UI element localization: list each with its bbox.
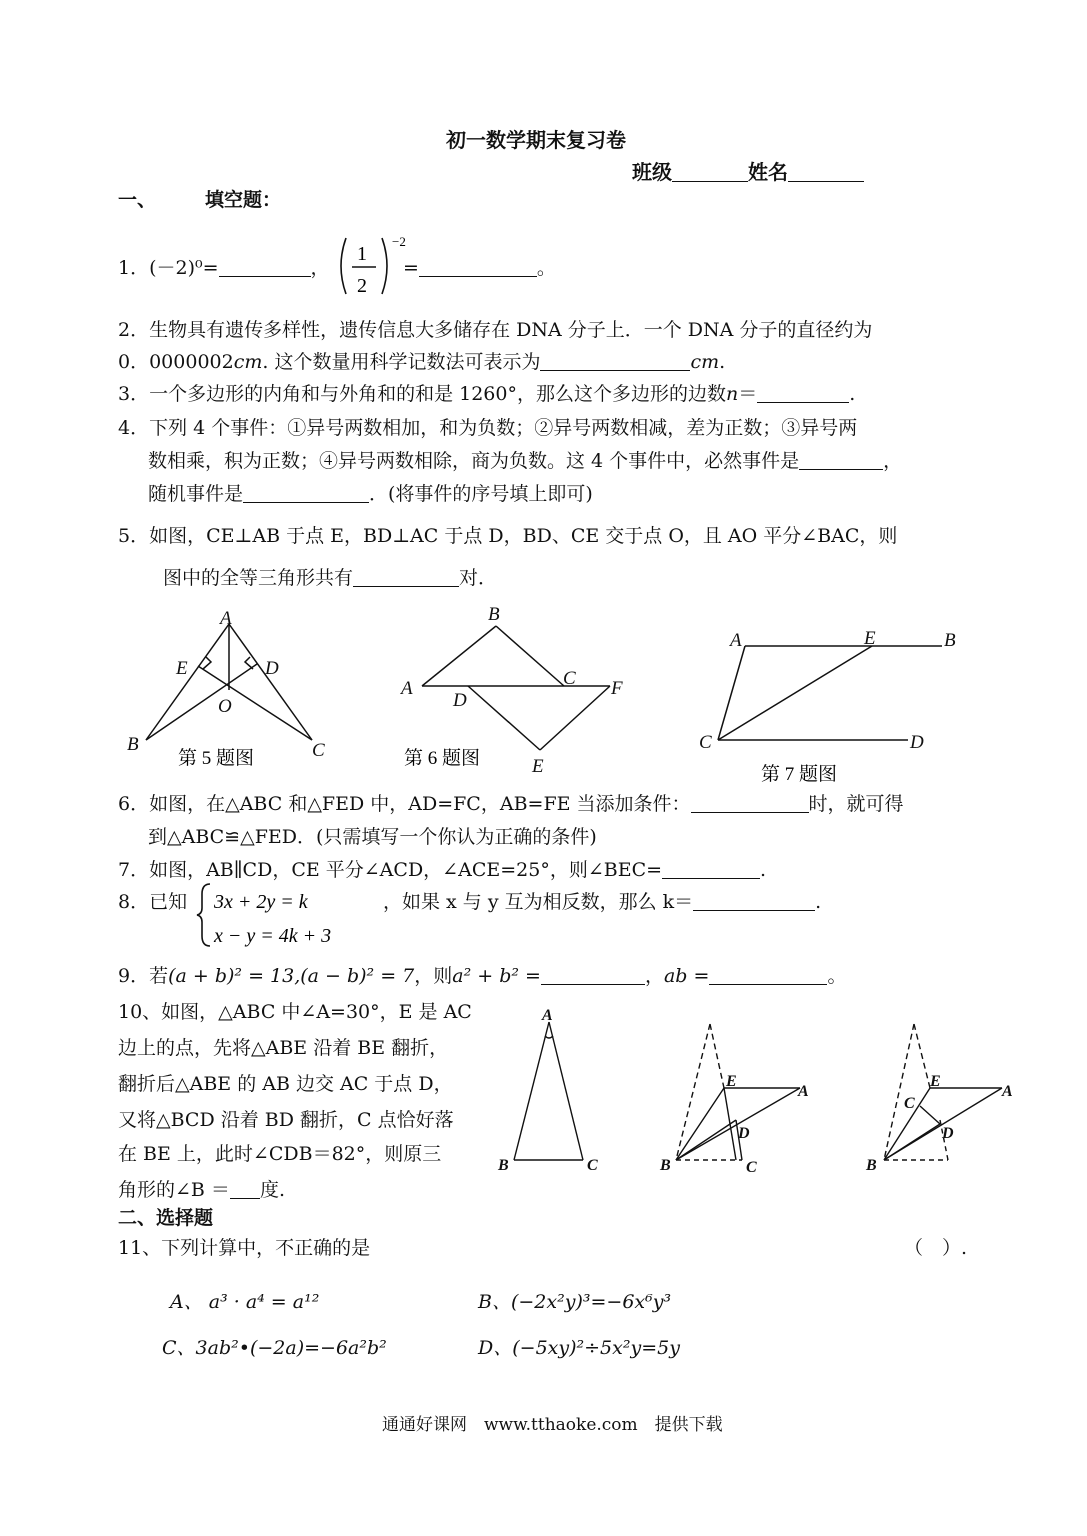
q2-number-value: 0．0000002: [118, 351, 234, 373]
q10-line-6-text: 角形的∠B ＝: [118, 1179, 230, 1201]
q3-end: .: [849, 383, 856, 405]
q10-fig1-label-c: C: [587, 1157, 598, 1174]
section-2-label: 二、选择题: [118, 1207, 214, 1229]
class-blank[interactable]: [672, 163, 748, 182]
fig5-label-a: A: [220, 608, 232, 629]
q9-comma: ，: [644, 965, 664, 987]
q1-blank-2[interactable]: [419, 258, 537, 277]
q4-line-3-text: 随机事件是: [148, 483, 244, 505]
q10-fig2-label-a: A: [798, 1083, 809, 1100]
q6-line-1-end: 时，就可得: [808, 793, 904, 815]
q8-prefix: 8．已知: [118, 891, 188, 913]
q2-line-2: [118, 350, 725, 374]
q11-option-a[interactable]: A、 a³ · a⁴ = a¹²: [170, 1291, 320, 1313]
q3-text: 3．一个多边形的内角和与外角和的和是 1260°，那么这个多边形的边数: [118, 383, 726, 405]
q8-blank[interactable]: [693, 892, 815, 911]
q1-number: 1．: [118, 257, 150, 279]
fig5-label-e: E: [176, 658, 188, 679]
q9-blank-2[interactable]: [709, 966, 827, 985]
fig5-label-o: O: [218, 696, 232, 717]
q10-fig2-label-e: E: [726, 1073, 737, 1090]
fig7-label-b: B: [944, 630, 956, 651]
q6-line-1: [118, 792, 904, 816]
q10-end: 度.: [259, 1179, 285, 1201]
q1-end: 。: [536, 257, 556, 279]
q4-line-2: [148, 449, 902, 473]
q10-line-4: 又将△BCD 沿着 BD 翻折，C 点恰好落: [118, 1109, 454, 1131]
q9-expr-ab: ab =: [663, 965, 710, 987]
q2-line-1: 2．生物具有遗传多样性，遗传信息大多储存在 DNA 分子上．一个 DNA 分子的直径约为: [118, 319, 873, 341]
q3-variable: n: [725, 383, 739, 405]
figure-6: [422, 626, 610, 750]
q2-text: . 这个数量用科学记数法可表示为: [262, 351, 541, 373]
question-7: [118, 858, 766, 882]
q9-mid: ，则: [414, 965, 453, 987]
q10-line-1: 10、如图，△ABC 中∠A=30°，E 是 AC: [118, 1001, 472, 1023]
q10-line-2: 边上的点，先将△ABE 沿着 BE 翻折，: [118, 1037, 449, 1059]
question-9: [118, 964, 846, 988]
fig5-caption: 第 5 题图: [178, 748, 255, 769]
fig6-label-e: E: [532, 756, 544, 777]
q10-fig1-label-a: A: [542, 1007, 553, 1024]
page-title: 初一数学期末复习卷: [446, 128, 626, 152]
fig6-caption: 第 6 题图: [404, 748, 481, 769]
fig6-label-a: A: [401, 678, 413, 699]
q10-fig2-label-d: D: [738, 1125, 750, 1142]
q10-fig3-label-d: D: [942, 1125, 954, 1142]
q8-rest: [383, 890, 821, 914]
figure-7: [718, 646, 942, 740]
q11-option-c[interactable]: C、3ab²•(−2a)=−6a²b²: [162, 1337, 387, 1359]
fig6-label-d: D: [453, 690, 467, 711]
figure-5: [146, 624, 312, 740]
q8-equation-1: 3x + 2y = k: [214, 891, 308, 913]
fig6-label-c: C: [563, 668, 576, 689]
q9-blank-1[interactable]: [541, 966, 645, 985]
q10-fig2-label-b: B: [660, 1157, 671, 1174]
fig7-label-e: E: [864, 628, 876, 649]
q1-comma: ，: [310, 257, 330, 279]
q11-option-d[interactable]: D、(−5xy)²÷5x²y=5y: [478, 1337, 680, 1359]
footer: 通通好课网 www.tthaoke.com 提供下载: [382, 1415, 723, 1435]
q3-equals: ＝: [738, 383, 758, 405]
section-1-number: 一、: [118, 189, 157, 211]
q10-figures: [490, 1000, 1030, 1185]
q6-blank[interactable]: [691, 794, 809, 813]
q1-equals: =: [403, 257, 419, 279]
fig5-label-b: B: [127, 734, 139, 755]
q2-unit: cm: [233, 351, 263, 373]
q6-line-1-text: 6．如图，在△ABC 和△FED 中，AD=FC，AB=FE 当添加条件：: [118, 793, 691, 815]
q5-line-2: [163, 566, 497, 590]
q10-fig1-label-b: B: [498, 1157, 509, 1174]
q4-blank-1[interactable]: [799, 451, 883, 470]
q11-answer-paren[interactable]: （ ）.: [904, 1237, 968, 1259]
q1-blank-1[interactable]: [219, 258, 311, 277]
name-blank[interactable]: [788, 163, 864, 182]
q4-line-3: [148, 482, 593, 506]
q10-line-6: [118, 1178, 285, 1202]
fig5-label-c: C: [312, 740, 325, 761]
q8-equation-2: x − y = 4k + 3: [214, 925, 332, 947]
q1-fraction-numerator: 1: [357, 243, 367, 265]
q8-end: .: [815, 891, 822, 913]
q4-blank-2[interactable]: [243, 484, 369, 503]
q10-figure-1: [514, 1022, 583, 1160]
q2-unit-2: cm: [690, 351, 720, 373]
q10-line-5: 在 BE 上，此时∠CDB＝82°，则原三: [118, 1143, 442, 1165]
section-1-label: 填空题：: [205, 189, 282, 211]
fig6-label-b: B: [488, 604, 500, 625]
q1-part-2: [403, 256, 556, 280]
q1-fraction-denominator: 2: [357, 275, 367, 297]
q10-fig3-label-b: B: [866, 1157, 877, 1174]
q4-line-2-end: ，: [883, 450, 903, 472]
q10-fig2-label-c: C: [746, 1159, 757, 1176]
q10-fig3-label-a: A: [1002, 1083, 1013, 1100]
q9-end: 。: [827, 965, 847, 987]
fig5-label-d: D: [265, 658, 279, 679]
q9-expr-a2b2: a² + b² =: [452, 965, 541, 987]
q8-equation-system: [196, 880, 376, 950]
q1-expr1: (－2)⁰=: [149, 257, 219, 279]
q5-line-1: 5．如图，CE⊥AB 于点 E，BD⊥AC 于点 D，BD、CE 交于点 O，且 AO 平分∠BAC，则: [118, 525, 898, 547]
class-label: 班级: [632, 160, 672, 184]
q5-blank[interactable]: [353, 568, 459, 587]
q7-blank[interactable]: [662, 860, 760, 879]
fig7-label-d: D: [910, 732, 924, 753]
q4-line-3-end: ．(将事件的序号填上即可): [369, 483, 593, 505]
q10-fig3-label-c: C: [904, 1095, 915, 1112]
q2-blank[interactable]: [540, 352, 690, 371]
q11-text: 11、下列计算中，不正确的是: [118, 1237, 371, 1259]
question-1: [118, 256, 330, 280]
q10-blank[interactable]: [230, 1180, 260, 1199]
q8-text: ，如果 x 与 y 互为相反数，那么 k＝: [383, 891, 694, 913]
q4-line-1: 4．下列 4 个事件：①异号两数相加，和为负数；②异号两数相减，差为正数；③异号两: [118, 417, 858, 439]
question-3: [118, 382, 855, 406]
q6-line-2: 到△ABC≌△FED．(只需填写一个你认为正确的条件): [148, 826, 597, 848]
q4-line-2-text: 数相乘，积为正数；④异号两数相除，商为负数。这 4 个事件中，必然事件是: [148, 450, 800, 472]
q2-end: .: [719, 351, 726, 373]
q11-option-b[interactable]: B、(−2x²y)³=−6x⁶y³: [478, 1291, 672, 1313]
q9-prefix: 9．若: [118, 965, 169, 987]
fig7-label-c: C: [699, 732, 712, 753]
name-label: 姓名: [748, 160, 788, 184]
q1-exponent: −2: [392, 234, 406, 249]
q10-fig3-label-e: E: [930, 1073, 941, 1090]
fig6-label-f: F: [611, 678, 623, 699]
fig7-label-a: A: [730, 630, 742, 651]
q7-end: .: [760, 859, 767, 881]
class-name-line: [632, 156, 864, 185]
q9-condition: (a + b)² = 13,(a − b)² = 7: [168, 965, 415, 987]
q5-line-2-text: 图中的全等三角形共有: [163, 567, 354, 589]
q7-text: 7．如图，AB∥CD，CE 平分∠ACD，∠ACE=25°，则∠BEC=: [118, 859, 663, 881]
fig7-caption: 第 7 题图: [761, 764, 838, 785]
q5-line-2-end: 对．: [459, 567, 498, 589]
figures-5-6-7: [110, 600, 990, 790]
q3-blank[interactable]: [757, 384, 849, 403]
q10-line-3: 翻折后△ABE 的 AB 边交 AC 于点 D，: [118, 1073, 453, 1095]
